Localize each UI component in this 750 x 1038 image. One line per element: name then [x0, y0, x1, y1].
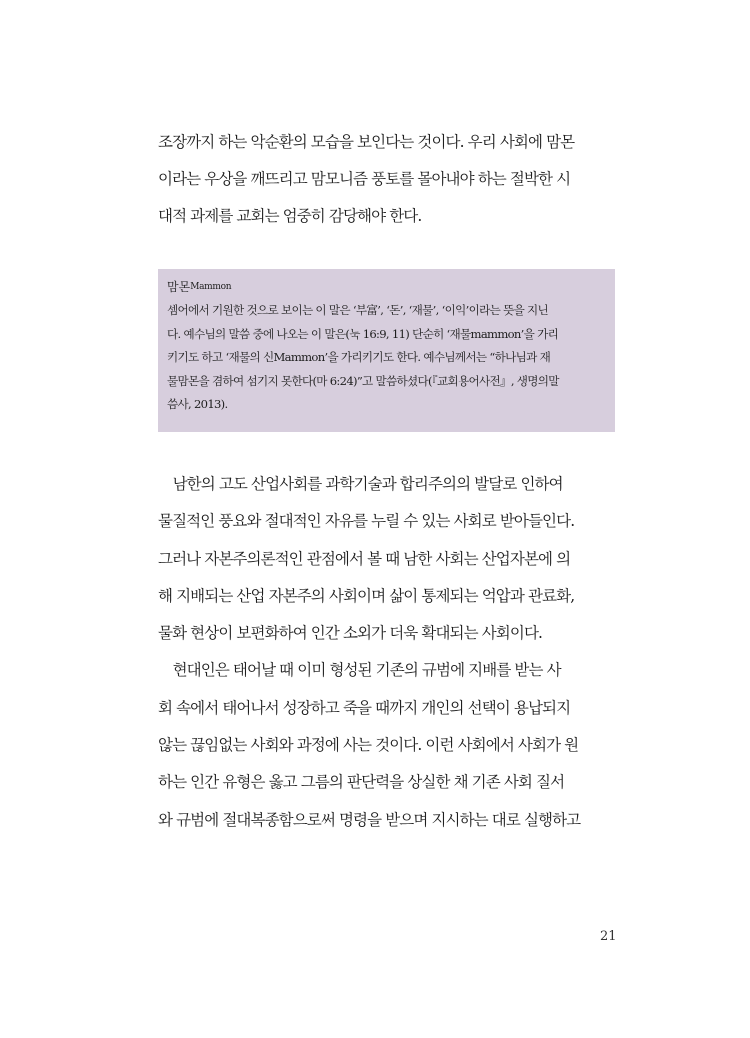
text-line: 이라는 우상을 깨뜨리고 맘모니즘 풍토를 몰아내야 하는 절박한 시: [158, 170, 571, 188]
definition-line: 물맘몬을 겸하여 섬기지 못한다(마 6:24)”고 말씀하셨다(『교회용어사전』, 생명의말: [167, 373, 559, 388]
text-line: 그러나 자본주의론적인 관점에서 볼 때 남한 사회는 산업자본에 의: [158, 549, 571, 568]
text-line: 물질적인 풍요와 절대적인 자유를 누릴 수 있는 사회로 받아들인다.: [158, 512, 575, 531]
text-line: 조장까지 하는 악순환의 모습을 보인다는 것이다. 우리 사회에 맘몬: [158, 133, 575, 151]
text-line: 와 규범에 절대복종함으로써 명령을 받으며 지시하는 대로 실행하고: [158, 810, 581, 829]
text-line: 남한의 고도 산업사회를 과학기술과 합리주의의 발달로 인하여: [158, 475, 563, 493]
definition-term: 맘몬: [167, 280, 191, 294]
text-line: 않는 끊임없는 사회와 과정에 사는 것이다. 이런 사회에서 사회가 원: [158, 736, 579, 755]
definition-line: 키기도 하고 ‘재물의 신Mammon’을 가리키기도 한다. 예수님께서는 “하나님과 재: [167, 350, 551, 364]
text-line: 회 속에서 태어나서 성장하고 죽을 때까지 개인의 선택이 용납되지: [158, 698, 571, 717]
body-paragraphs: [158, 474, 615, 847]
definition-line: 다. 예수님의 말씀 중에 나오는 이 말은(눅 16:9, 11) 단순히 ‘재물mammon’을 가리: [167, 326, 559, 341]
definition-title: [167, 279, 606, 295]
intro-paragraph: [158, 132, 615, 243]
text-line: 물화 현상이 보편화하여 인간 소외가 더욱 확대되는 사회이다.: [158, 624, 543, 643]
definition-box: [158, 269, 615, 432]
definition-line: 씀사, 2013).: [167, 397, 228, 411]
text-line: 하는 인간 유형은 옳고 그름의 판단력을 상실한 채 기존 사회 질서: [158, 773, 565, 792]
text-line: 해 지배되는 산업 자본주의 사회이며 삶이 통제되는 억압과 관료화,: [158, 586, 575, 605]
text-line: 대적 과제를 교회는 엄중히 감당해야 한다.: [158, 207, 422, 225]
definition-line: 셈어에서 기원한 것으로 보이는 이 말은 ‘부富’, ‘돈’, ‘재물’, ‘이익’이라는 뜻을 지닌: [167, 303, 549, 317]
definition-term-original: Mammon: [190, 282, 232, 292]
page-number: 21: [600, 929, 617, 944]
text-line: 현대인은 태어날 때 이미 형성된 기존의 규범에 지배를 받는 사: [158, 661, 561, 680]
